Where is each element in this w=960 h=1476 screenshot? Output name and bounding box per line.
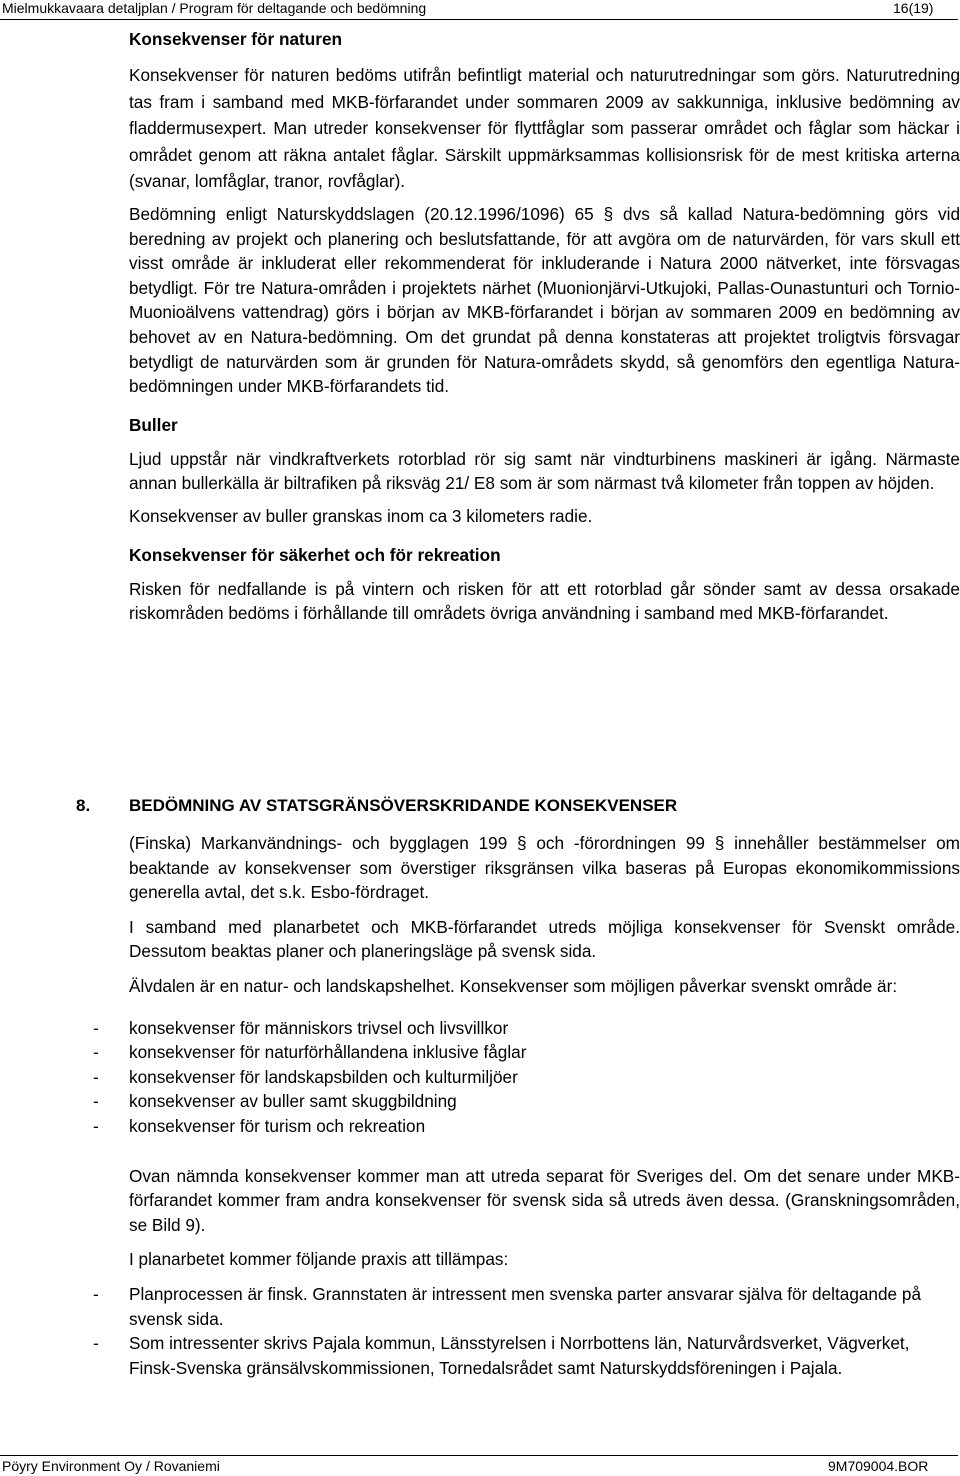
- list-item: - konsekvenser av buller samt skuggbildning: [59, 1089, 960, 1114]
- page-number: 16(19): [893, 0, 934, 16]
- page-footer: [0, 1455, 958, 1476]
- nature-paragraph-2: Bedömning enligt Naturskyddslagen (20.12.1996/1096) 65 § dvs så kallad Natura-bedömning görs vid beredning av projekt och planering och beslutsfattande, för att avgöra om de naturvärden, för vars skull ett visst område är inkluderat eller rekommenderat för inkluderande i Natura 2000 nätverket, inte försvagas betydligt. För tre Natura-områden i projektets närhet (Muonionjärvi-Utkujoki, Pallas-Ounastunturi och Tornio-Muonioälvens vattendrag) görs i början av MKB-förfarandet i början av sommaren 2009 en bedömning av behovet av en Natura-bedömning. Om det grundat på denna konstateras att projektet troligtvis försvagar betydligt de naturvärden som är grunden för Natura-områdets skydd, så genomförs den egentliga Natura-bedömningen under MKB-förfarandets tid.: [129, 203, 960, 397]
- list-item: - konsekvenser för turism och rekreation: [59, 1114, 960, 1139]
- practice-item-2: - Som intressenter skrivs Pajala kommun, Länsstyrelsen i Norrbottens län, Naturvårdsverket, Vägverket, Finsk-Svenska gränsälvskommissionen, Tornedalsrådet samt Naturskyddsföreningen i Pajala.: [93, 1333, 910, 1378]
- list-item: - konsekvenser för naturförhållandena inklusive fåglar: [59, 1040, 960, 1065]
- heading-noise: Buller: [129, 414, 178, 435]
- list-dash: -: [93, 1066, 99, 1087]
- list-dash: -: [93, 1042, 99, 1063]
- list-dash: -: [93, 1017, 99, 1038]
- s8-paragraph-3: Älvdalen är en natur- och landskapshelhet. Konsekvenser som möjligen påverkar svenskt område är:: [129, 975, 898, 996]
- noise-paragraph-2: Konsekvenser av buller granskas inom ca 3 kilometers radie.: [129, 505, 593, 526]
- page-header: [0, 0, 958, 20]
- list-item: - konsekvenser för landskapsbilden och kulturmiljöer: [59, 1065, 960, 1090]
- footer-doc-id: 9M709004.BOR: [828, 1458, 929, 1474]
- document-title: Mielmukkavaara detaljplan / Program för deltagande och bedömning: [2, 0, 427, 16]
- section-title: BEDÖMNING AV STATSGRÄNSÖVERSKRIDANDE KONSEKVENSER: [129, 796, 678, 815]
- list-dash: -: [93, 1283, 99, 1304]
- list-dash: -: [93, 1333, 99, 1354]
- section-number: 8.: [76, 796, 91, 815]
- heading-nature: Konsekvenser för naturen: [129, 29, 342, 49]
- s8-paragraph-4: Ovan nämnda konsekvenser kommer man att utreda separat för Sveriges del. Om det senare under MKB-förfarandet kommer fram andra konsekvenser för svensk sida så utreds även dessa. (Granskningsområden, se Bild 9).: [129, 1165, 960, 1235]
- list-dash: -: [93, 1115, 99, 1136]
- nature-paragraph-1: Konsekvenser för naturen bedöms utifrån befintligt material och naturutredningar som görs. Naturutredning tas fram i samband med MKB-förfarandet under sommaren 2009 av sakkunniga, inklusive bedömning av fladdermusexpert. Man utreder konsekvenser för flyttfåglar som passerar området och fåglar som häckar i området genom att räkna antalet fåglar. Särskilt uppmärksammas kollisionsrisk för de mest kritiska arterna (svanar, lomfåglar, tranor, rovfåglar).: [129, 65, 960, 192]
- practice-item-1: - Planprocessen är finsk. Grannstaten är intressent men svenska parter ansvarar själva för deltagande på svensk sida.: [93, 1283, 922, 1329]
- s8-paragraph-5: I planarbetet kommer följande praxis att tillämpas:: [129, 1249, 509, 1270]
- s8-paragraph-1: (Finska) Markanvändnings- och bygglagen 199 § och -förordningen 99 § innehåller bestämmelser om beaktande av konsekvenser som överstiger riksgränsen vilka baseras på Europas ekonomikommissions generella avtal, det s.k. Esbo-fördraget.: [129, 833, 960, 903]
- section-8-body: [93, 831, 960, 1380]
- noise-paragraph-1: Ljud uppstår när vindkraftverkets rotorblad rör sig samt när vindturbinens maskineri är igång. Närmaste annan bullerkälla är biltrafiken på riksväg 21/ E8 som är som närmast två kilometer från toppen av höjden.: [129, 448, 960, 494]
- heading-safety: Konsekvenser för säkerhet och för rekreation: [129, 544, 501, 565]
- main-content: [129, 28, 960, 626]
- list-dash: -: [93, 1091, 99, 1112]
- consequence-list: [0, 1016, 960, 1139]
- s8-paragraph-2: I samband med planarbetet och MKB-förfarandet utreds möjliga konsekvenser för Svenskt område. Dessutom beaktas planer och planeringsläge på svensk sida.: [129, 916, 960, 962]
- list-item: - konsekvenser för människors trivsel och livsvillkor: [59, 1016, 960, 1041]
- footer-company: Pöyry Environment Oy / Rovaniemi: [2, 1458, 220, 1474]
- safety-paragraph-1: Risken för nedfallande is på vintern och risken för att ett rotorblad går sönder samt av dessa orsakade riskområden bedöms i förhållande till områdets övriga användning i samband med MKB-förfarandet.: [129, 578, 960, 624]
